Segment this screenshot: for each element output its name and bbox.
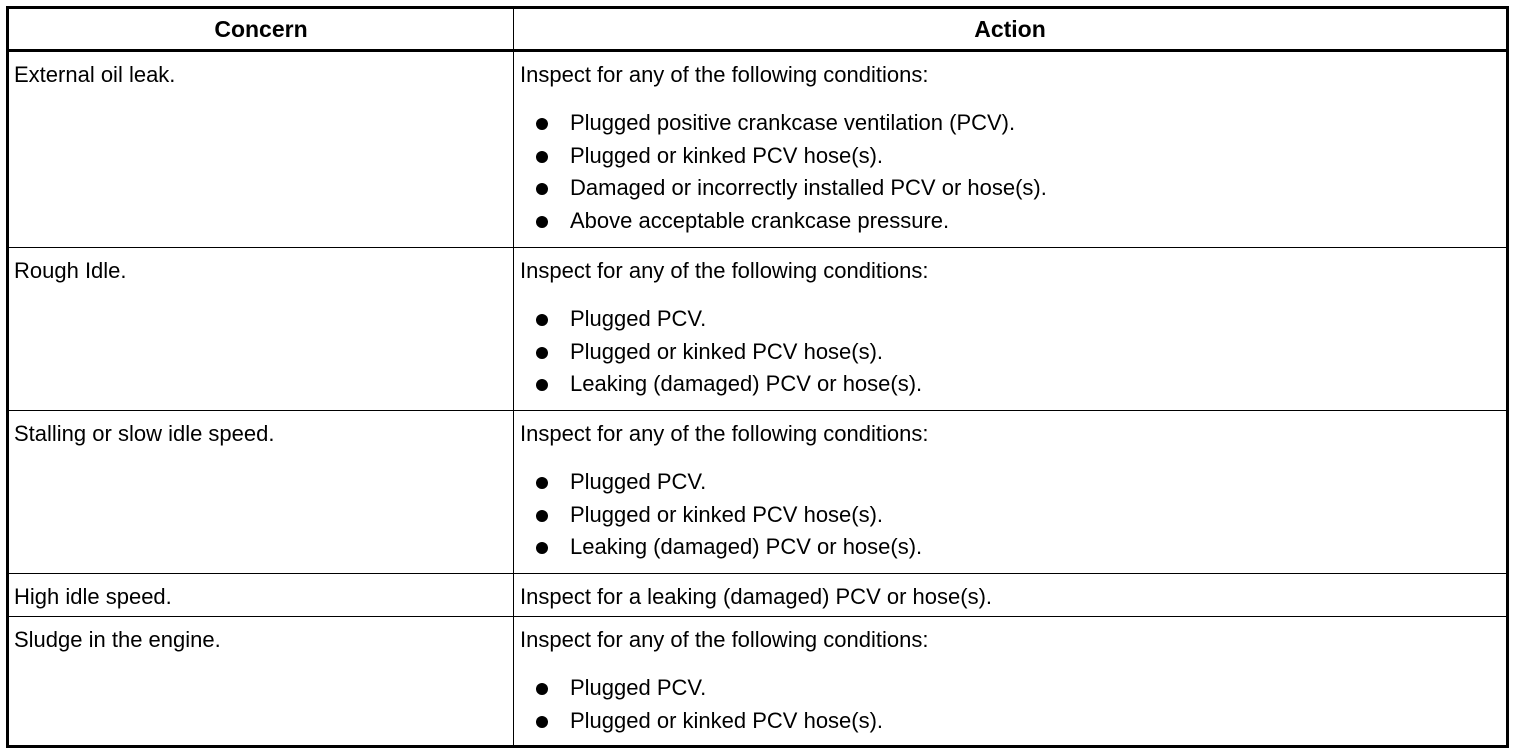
condition-text: Plugged or kinked PCV hose(s). [570,142,884,168]
list-item [536,368,1506,401]
action-cell [514,574,1508,617]
bullet-icon [536,683,548,695]
action-cell [514,411,1508,574]
condition-text: Plugged or kinked PCV hose(s). [570,501,884,527]
bullet-icon [536,542,548,554]
concern-cell [8,617,514,747]
concern-cell [8,574,514,617]
list-item [536,107,1506,140]
bullet-icon [536,347,548,359]
concern-cell [8,248,514,411]
table-row [8,51,1508,248]
table-row [8,574,1508,617]
list-item [536,336,1506,369]
table-row [8,617,1508,747]
bullet-icon [536,379,548,391]
diagnosis-table [6,6,1509,748]
table-header-row [8,8,1508,51]
action-intro-text: Inspect for any of the following conditions: [520,258,929,283]
bullet-icon [536,716,548,728]
bullet-icon [536,118,548,130]
condition-text: Leaking (damaged) PCV or hose(s). [570,534,923,559]
table-row [8,411,1508,574]
bullet-icon [536,216,548,228]
bullet-icon [536,477,548,489]
condition-text: Above acceptable crankcase pressure. [570,207,950,233]
condition-text: Leaking (damaged) PCV or hose(s). [570,371,923,396]
concern-cell [8,51,514,248]
condition-text: Damaged or incorrectly installed PCV or hose(s). [570,175,1047,200]
action-cell [514,617,1508,747]
list-item [536,140,1506,173]
concern-text: Rough Idle. [14,258,127,283]
list-item [536,499,1506,532]
list-item [536,205,1506,238]
condition-text: Plugged PCV. [570,469,707,494]
action-intro-text: Inspect for any of the following conditions: [520,62,929,87]
concern-text: Sludge in the engine. [14,627,221,652]
concern-text: External oil leak. [14,62,176,87]
list-item [536,172,1506,205]
list-item [536,466,1506,499]
list-item [536,672,1506,705]
column-header-concern: Concern [8,8,514,51]
condition-text: Plugged or kinked PCV hose(s). [570,338,884,364]
condition-text: Plugged PCV. [570,306,707,331]
condition-text: Plugged or kinked PCV hose(s). [570,707,884,733]
list-item [536,531,1506,564]
concern-text: Stalling or slow idle speed. [14,421,275,446]
action-cell [514,51,1508,248]
bullet-icon [536,510,548,522]
table-row [8,248,1508,411]
condition-list [514,466,1506,564]
bullet-icon [536,183,548,195]
list-item [536,303,1506,336]
action-intro-text: Inspect for a leaking (damaged) PCV or hose(s). [520,584,993,609]
action-intro-text: Inspect for any of the following conditions: [520,421,929,446]
concern-text: High idle speed. [14,584,172,609]
action-intro-text: Inspect for any of the following conditions: [520,627,929,652]
condition-list [514,107,1506,237]
column-header-action: Action [514,8,1508,51]
list-item [536,705,1506,738]
bullet-icon [536,314,548,326]
action-cell [514,248,1508,411]
condition-list [514,303,1506,401]
bullet-icon [536,151,548,163]
condition-text: Plugged PCV. [570,675,707,700]
concern-cell [8,411,514,574]
condition-text: Plugged positive crankcase ventilation (PCV). [570,110,1016,135]
condition-list [514,672,1506,737]
